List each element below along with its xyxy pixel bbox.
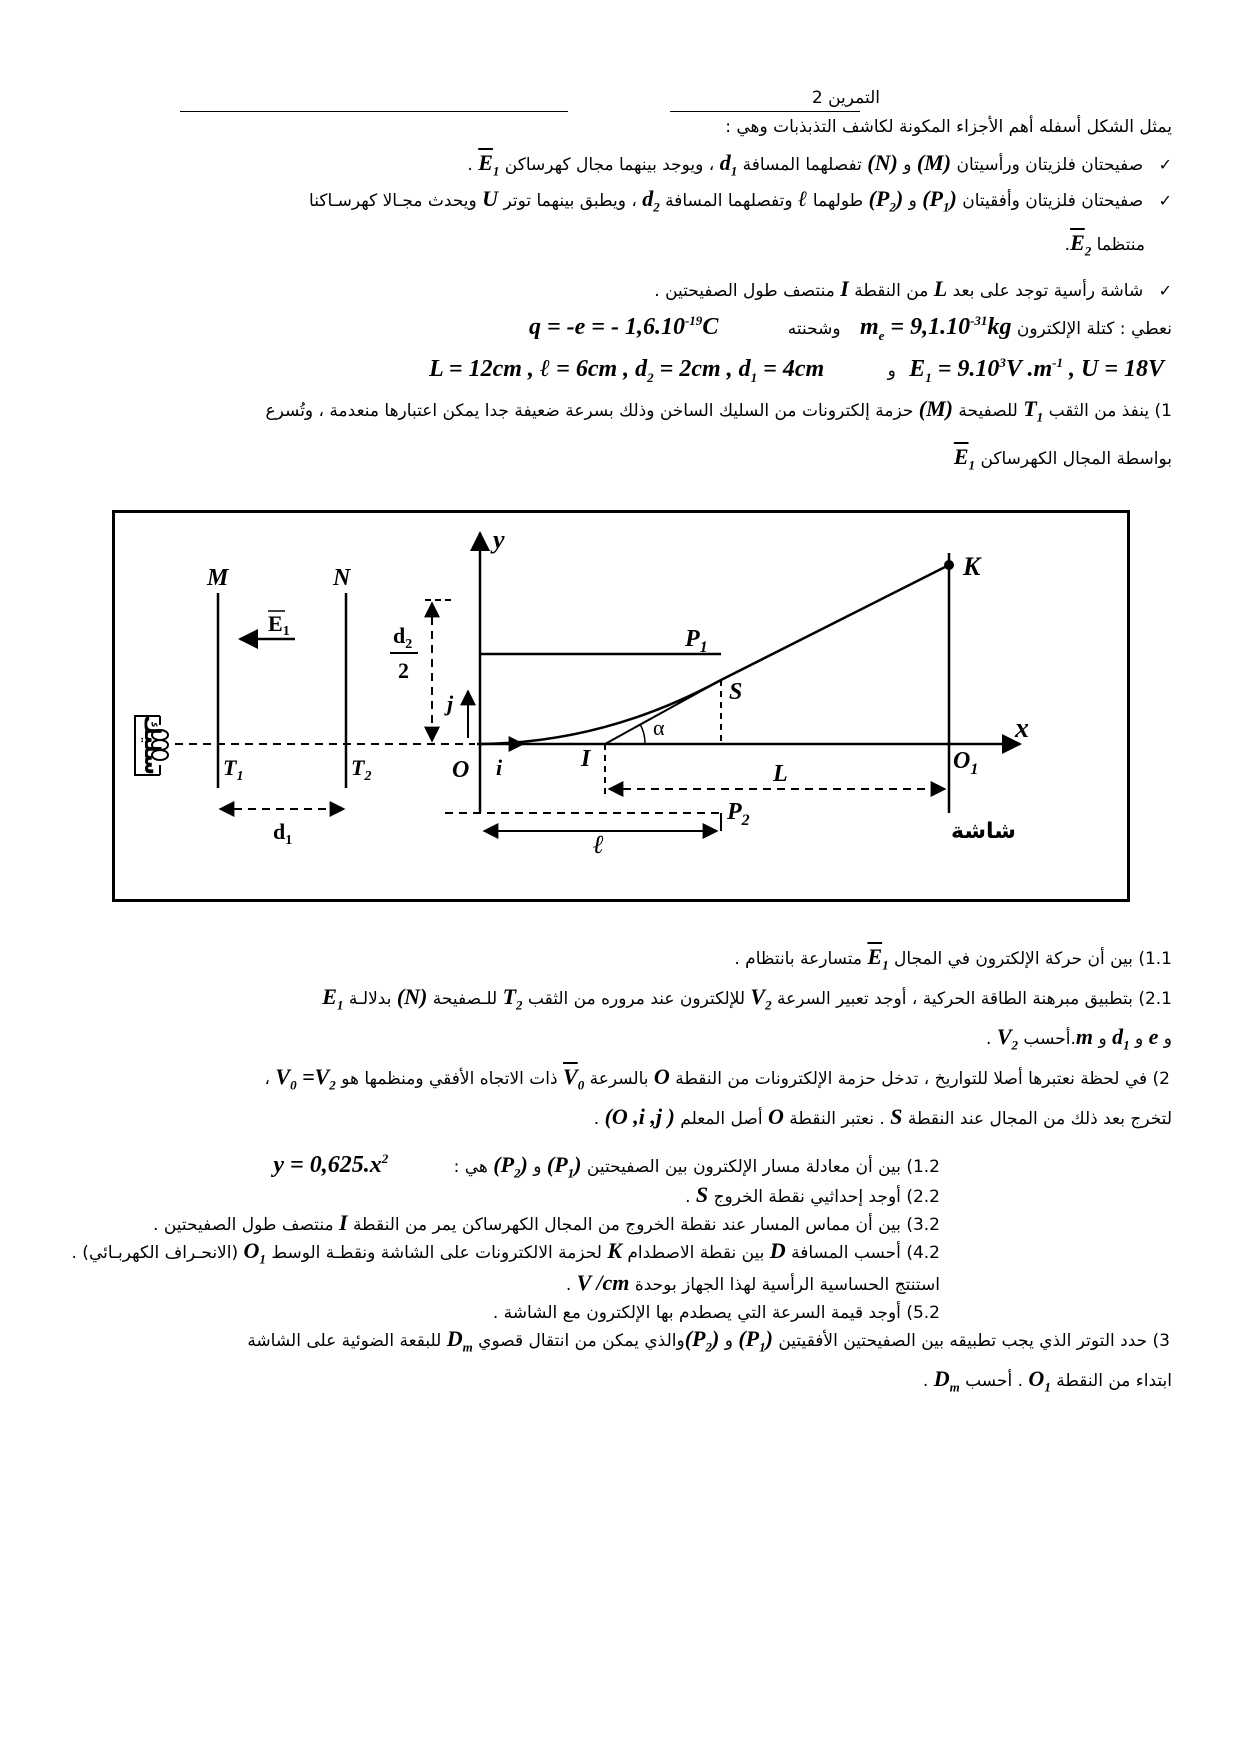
intro-line: يمثل الشكل أسفله أهم الأجزاء المكونة لكاشف التذبذبات وهي : [725,117,1172,137]
title-rule-left [180,111,568,112]
q1-part-2 [322,984,1172,1018]
charge-label: وشحنته [787,319,841,339]
e1-value: $E_1 = 9.10^3V$ $.m^{-1}$ , U = 18V [909,355,1164,385]
p2-label: $(P_2)$ [868,186,904,215]
y-label: y [493,525,505,554]
l-label: L [773,761,788,787]
d1-symbol: $d_1$ [1112,1024,1130,1053]
v0-vector: $\overline{V}_0$ [563,1064,585,1093]
k-symbol: K [607,1238,622,1263]
v2-symbol: $V_2$ [750,984,772,1013]
q2-part-2 [685,1182,940,1210]
e2-vector: $\overline{E}_2$ [1070,230,1092,259]
q3-text-c: للبقعة الضوئية على الشاشة [247,1331,442,1351]
q2-part-1 [273,1146,940,1186]
e1-label: E1 [268,611,290,639]
q2-part-1-text-b: هي : [453,1157,488,1177]
e1-vector: $\overline{E}_1$ [953,444,976,473]
p1-label: $(P_1)$ [546,1152,582,1181]
d1-symbol: $d_1$ [719,150,738,179]
component-2-text-e: ويحدث مجـالا كهرسـاكنا [309,191,477,211]
dm-symbol: $D_m$ [933,1366,960,1395]
q2-part-4-text-a: أحسب المسافة [791,1243,901,1263]
q1-intro-d: بواسطة المجال الكهرساكن [980,449,1172,469]
p1-label: $(P_1)$ [922,186,957,215]
q2-intro-e: لتخرج بعد ذلك من المجال عند النقطة [907,1109,1172,1129]
lengths-values: L = 12cm , ℓ = 6cm , $d_2 = 2cm$ , $d_1 = 4cm$ [429,356,825,385]
component-1 [467,150,1172,184]
q2-part-3 [153,1210,940,1238]
check-icon: ✓ [1158,281,1172,300]
plate-n-label: (N) [867,150,898,175]
e1-vector: $\overline{E}_1$ [867,944,889,973]
unit-symbol: V /cm [576,1270,630,1295]
p1-label: $P_1$ [685,626,708,656]
and-word: و [1134,1029,1144,1049]
t2-label: $T_2$ [351,755,372,784]
component-1-text-b: تفصلهما المسافة [742,155,862,175]
q2-intro-b: بالسرعة [589,1069,649,1089]
check-icon: ✓ [1158,155,1172,174]
plate-m-label: (M) [916,150,952,175]
electron-trajectory [480,680,721,744]
filament-label: سليك [139,714,164,776]
i-label: i [496,755,503,780]
q1-part-1-text-b: متسارعة بانتظام . [734,949,863,969]
part-number: 2.2) [906,1187,940,1207]
component-1-text-a: صفيحتان فلزيتان ورأسيتان [956,155,1144,175]
component-1-text-c: ، ويوجد بينهما مجال كهرساكن [504,155,715,175]
q2-part-4 [72,1238,941,1272]
p2-label: $(P_2)$ [684,1326,720,1355]
i-point-symbol: I [338,1210,348,1235]
q1-part-2-text-c: للـصفيحة [432,989,498,1009]
and-word: و [1163,1029,1172,1049]
q2-part-4-cont [566,1270,940,1298]
t1-symbol: $T_1$ [1023,396,1044,425]
alpha-label: α [653,715,665,740]
q2-part-3-text-b: منتصف طول الصفيحتين . [153,1215,334,1235]
t1-label: $T_1$ [223,755,244,784]
plate-n-label: (N) [396,984,428,1009]
m-symbol: m [1075,1024,1094,1049]
origin-label: O [452,757,470,783]
part-number: 5.2) [906,1303,940,1323]
givens-line-1 [529,308,1172,349]
component-2 [309,186,1172,220]
k-label: K [963,552,981,581]
period: . [565,1275,572,1295]
electron-mass: $m_e = 9,1.10^{-31}kg$ [859,313,1012,343]
givens-lead: نعطي : كتلة الإلكترون [1016,319,1172,339]
check-icon: ✓ [1158,191,1172,210]
figure-svg [115,513,1127,899]
electron-charge: q = -e = - $1,6.10^{-19}C$ [528,313,719,340]
q2-part-5-text-a: أوجد قيمة السرعة التي يصطدم بها الإلكترون مع الشاشة . [492,1303,901,1323]
d1-label: $d_1$ [273,819,293,848]
i-point-label: I [581,746,591,772]
q3-text-e: . أحسب [965,1371,1024,1391]
x-label: x [1015,713,1029,744]
p1-label: $(P_1)$ [738,1326,773,1355]
s-symbol: S [890,1104,903,1129]
e1-vector: $\overline{E}_1$ [478,150,500,179]
q2-part-3-text-a: بين أن مماس المسار عند نقطة الخروج من المجال الكهرساكن يمر من النقطة [352,1215,901,1235]
title-row [180,88,880,116]
q1-intro-cont [954,444,1172,478]
q1-part-1-text-a: بين أن حركة الإلكترون في المجال [894,949,1133,969]
part-number: 2.1) [1138,989,1172,1009]
component-3-text-b: من النقطة [854,281,929,301]
q3-line-1 [247,1326,1170,1360]
d-symbol: D [769,1238,786,1263]
period: . [922,1371,929,1391]
q1-intro-b: للصفيحة [958,401,1018,421]
component-2-text-a: صفيحتان فلزيتان وأفقيتان [962,191,1144,211]
component-2-text-d: ، ويطبق بينهما توتر [503,191,637,211]
comma: ، [264,1069,270,1089]
period: . [467,155,473,175]
plate-m-label: M [207,565,229,591]
q2-intro-a: 2) في لحظة نعتبرها أصلا للتواريخ ، تدخل حزمة الإلكترونات من النقطة [675,1069,1170,1089]
component-3-text-a: شاشة رأسية توجد على بعد [952,281,1144,301]
part-number: 3.2) [906,1215,940,1235]
ell-label: ℓ [593,830,605,859]
d2-label: $d_2$ [393,623,413,652]
q2-intro-cont [594,1104,1172,1132]
givens-line-2 [429,350,1164,391]
screen-label: شاشة [951,819,1016,844]
q2-part-1-text-a: بين أن معادلة مسار الإلكترون بين الصفيحتين [586,1157,901,1177]
component-2-cont [1065,230,1145,264]
q3-text-a: 3) حدد التوتر الذي يجب تطبيقه بين الصفيحتين الأفقيتين [778,1331,1170,1351]
two-label: 2 [398,658,409,683]
ell-symbol: ℓ [798,186,808,211]
s-label: S [729,679,743,705]
component-3 [654,276,1172,304]
and-word: و [908,191,917,211]
o-symbol: O [767,1104,784,1129]
o1-symbol: $O_1$ [243,1238,266,1267]
plate-m-label: (M) [918,396,954,421]
v0-equals-v2: $V_0 =V_2$ [275,1064,336,1093]
q2-part-4-text-c: لحزمة الالكترونات على الشاشة ونقطـة الوسط [271,1243,602,1263]
and-word: و [533,1157,542,1177]
part-number: 1.2) [906,1157,940,1177]
v2-symbol: $V_2$ [996,1024,1019,1053]
q2-intro [264,1064,1170,1098]
k-point [944,560,954,570]
e-symbol: e [1148,1024,1159,1049]
component-2-text-b: طولهما [812,191,864,211]
q2-intro-f: . نعتبر النقطة [789,1109,885,1129]
q2-part-5 [493,1300,940,1326]
dm-symbol: $D_m$ [446,1326,473,1355]
component-3-text-c: منتصف طول الصفيحتين . [654,281,835,301]
q2-part-4-text-b: بين نقطة الاصطدام [627,1243,765,1263]
and-word: و [724,1331,733,1351]
frame-symbol: (O ,i ,j ) [604,1104,675,1129]
period: . [1064,235,1071,255]
q3-text-d: ابتداء من النقطة [1056,1371,1172,1391]
q1-part-2-text-b: للإلكترون عند مروره من الثقب [527,989,746,1009]
trajectory-equation: $y = 0,625.x^2$ [273,1151,389,1178]
u-symbol: U [482,186,499,211]
oscilloscope-figure [112,510,1130,902]
q3-text-b: والذي يمكن من انتقال قصوي [478,1331,685,1351]
j-label: j [447,691,454,716]
plate-n-label: N [333,565,351,591]
compute-word: .أحسب [1023,1029,1076,1049]
o1-label: $O_1$ [953,748,979,778]
q1-intro-c: حزمة إلكترونات من السليك الساخن وذلك بسرعة ضعيفة جدا يمكن اعتبارها منعدمة ، وتُسرع [265,401,914,421]
and-word: و [887,361,896,381]
period: . [986,1029,992,1049]
p2-label: $(P_2)$ [493,1152,528,1181]
l-symbol: L [933,276,948,301]
period: . [685,1187,691,1207]
q1-intro [266,396,1173,430]
o-symbol: O [653,1064,670,1089]
q2-intro-c: ذات الاتجاه الأفقي ومنظمها هو [341,1069,558,1089]
part-number: 1.1) [1138,949,1172,969]
and-word: و [903,155,912,175]
q1-part-2-cont [986,1024,1172,1058]
straight-trajectory [721,565,949,680]
p2-label: $P_2$ [727,799,750,829]
and-word: و [1098,1029,1107,1049]
q2-part-2-text-a: أوجد إحداثيي نقطة الخروج [713,1187,901,1207]
period: . [593,1109,600,1129]
q1-part-1 [734,944,1172,978]
q1-part-2-text-d: بدلالـة [348,989,392,1009]
q2-intro-g: أصل المعلم [680,1109,763,1129]
exercise-title: التمرين 2 [811,88,880,108]
q2-part-4-text-d: (الانحـراف الكهربـائي) . [71,1243,239,1263]
t2-symbol: $T_2$ [502,984,523,1013]
q3-line-2 [923,1366,1172,1400]
component-2-cont-text: منتظما [1096,235,1145,255]
e1-symbol: $E_1$ [322,984,344,1013]
q1-intro-a: 1) ينفذ من الثقب [1048,401,1172,421]
i-point-symbol: I [840,276,849,301]
s-symbol: S [695,1182,709,1207]
alpha-arc [640,724,645,744]
title-rule-right [670,111,860,112]
d2-symbol: $d_2$ [642,186,660,215]
component-2-text-c: وتفصلهما المسافة [665,191,793,211]
o1-symbol: $O_1$ [1028,1366,1051,1395]
q1-part-2-text-a: بتطبيق مبرهنة الطاقة الحركية ، أوجد تعبير السرعة [777,989,1133,1009]
q2-part-4-cont-a: استنتج الحساسية الرأسية لهذا الجهاز بوحدة [634,1275,940,1295]
part-number: 4.2) [906,1243,940,1263]
